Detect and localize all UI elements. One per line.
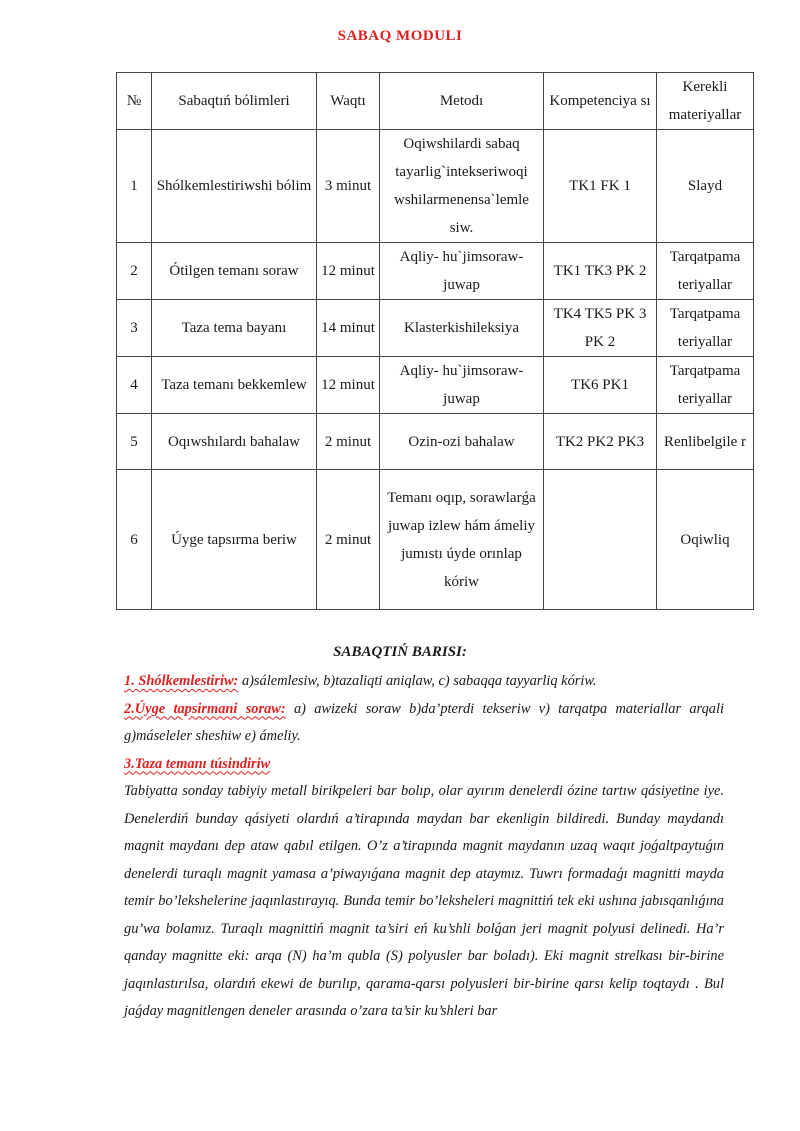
row-time: 12 minut: [317, 243, 380, 300]
row-number: 6: [117, 470, 152, 610]
row-competency: TK4 TK5 PK 3 PK 2: [544, 300, 657, 357]
row-method: Oqiwshilardi sabaq tayarlig`intekseriwoqi wshilarmenensa`lemle siw.: [380, 130, 544, 243]
row-method: Temanı oqıp, sorawlarǵa juwap izlew hám ámeliy jumıstı úyde orınlap kóriw: [380, 470, 544, 610]
row-time: 2 minut: [317, 414, 380, 470]
row-competency: TK1 TK3 PK 2: [544, 243, 657, 300]
page-title: SABAQ MODULI: [337, 28, 463, 44]
row-time: 14 minut: [317, 300, 380, 357]
lesson-body: [124, 668, 724, 1026]
row-time: 2 minut: [317, 470, 380, 610]
row-materials: Tarqatpama teriyallar: [657, 357, 754, 414]
row-number: 4: [117, 357, 152, 414]
header-time: Waqtı: [317, 73, 380, 130]
row-section: Taza tema bayanı: [152, 300, 317, 357]
topic-explanation: [124, 778, 724, 1026]
row-method: Klasterkishileksiya: [380, 300, 544, 357]
row-section: Shólkemlestiriwshi bólim: [152, 130, 317, 243]
step-label: 1. Shólkemlestiriw:: [124, 673, 239, 689]
row-number: 3: [117, 300, 152, 357]
row-competency: TK1 FK 1: [544, 130, 657, 243]
row-materials: Slayd: [657, 130, 754, 243]
step-organization: [124, 668, 724, 696]
row-materials: Tarqatpama teriyallar: [657, 243, 754, 300]
row-materials: Oqiwliq: [657, 470, 754, 610]
step-new-topic: [124, 751, 724, 779]
lesson-module-table: [116, 72, 754, 610]
table-row: [117, 470, 754, 610]
row-competency: TK2 PK2 PK3: [544, 414, 657, 470]
header-method: Metodı: [380, 73, 544, 130]
table-row: [117, 300, 754, 357]
table-row: [117, 243, 754, 300]
row-section: Ótilgen temanı soraw: [152, 243, 317, 300]
table-row: [117, 414, 754, 470]
row-time: 12 minut: [317, 357, 380, 414]
row-number: 2: [117, 243, 152, 300]
header-materials: Kerekli materiyallar: [657, 73, 754, 130]
row-materials: Renlibelgile r: [657, 414, 754, 470]
header-sections: Sabaqtıń bólimleri: [152, 73, 317, 130]
row-method: Ozin-ozi bahalaw: [380, 414, 544, 470]
table-row: [117, 130, 754, 243]
step-label: 3.Taza temanı túsindiriw: [124, 755, 271, 772]
row-section: Úyge tapsırma beriw: [152, 470, 317, 610]
row-number: 5: [117, 414, 152, 470]
row-method: Aqliy- hu`jimsoraw- juwap: [380, 243, 544, 300]
row-method: Aqliy- hu`jimsoraw- juwap: [380, 357, 544, 414]
row-time: 3 minut: [317, 130, 380, 243]
row-section: Taza temanı bekkemlew: [152, 357, 317, 414]
header-number: №: [117, 73, 152, 130]
row-materials: Tarqatpama teriyallar: [657, 300, 754, 357]
row-competency: TK6 PK1: [544, 357, 657, 414]
section-title: SABAQTIŃ BARISI:: [333, 644, 467, 660]
row-competency: [544, 470, 657, 610]
step-text: a) awizeki soraw b)da’pterdi tekseriw v) tarqatpa materiallar arqali g)máseleler sheshiw e) ámeliy.: [124, 700, 724, 744]
step-homework-check: [124, 696, 724, 751]
row-number: 1: [117, 130, 152, 243]
header-competency: Kompetenciya sı: [544, 73, 657, 130]
paragraph-text: Tabiyatta sonday tabiyiy metall birikpeleri bar bolıp, olar ayırım denelerdi ózine tartıw qásiyetine iye. Denelerdiń bunday qásiyeti olardıń a’tirapında maydan bar ekenligin bildiredi. Bunday maydandı magnit maydanı dep ataw qabıl etilgen. O’z a’tirapında magnit maydanın uzaq waqıt joǵaltpaytuǵın denelerdi turaqlı magnit yamasa a’piwayıǵana magnit dep ataymız. Tuwrı formadaǵı magnitti mayda temir bo’lekshelerine jaqınlastırayıq. Bunda temir bo’leksheleri magnittiń tek eki ushına jabısqanlıǵına gu’wa bolamız. Turaqlı magnittiń magnit ta’siri eń ku’shli bolǵan jeri magnit polyusi delinedi. Ha’r qanday magnitte eki: arqa (N) ha’m qubla (S) polyusler bar boladı). Eki magnit strelkası bir-birine jaqınlastırılsa, olardıń ekewi de burılıp, qarama-qarsı polyusleri bir-birine qarsı kelip toqtaydı . Bul jaǵday magnitlengen deneler arasında o’zara ta’sir ku’shleri bar: [124, 783, 724, 1019]
table-row: [117, 357, 754, 414]
step-text: a)sálemlesiw, b)tazaliqti aniqlaw, c) sabaqqa tayyarliq kóriw.: [238, 673, 597, 689]
row-section: Oqıwshılardı bahalaw: [152, 414, 317, 470]
step-label: 2.Úyge tapsirmani soraw:: [124, 700, 286, 717]
table-header-row: [117, 73, 754, 130]
